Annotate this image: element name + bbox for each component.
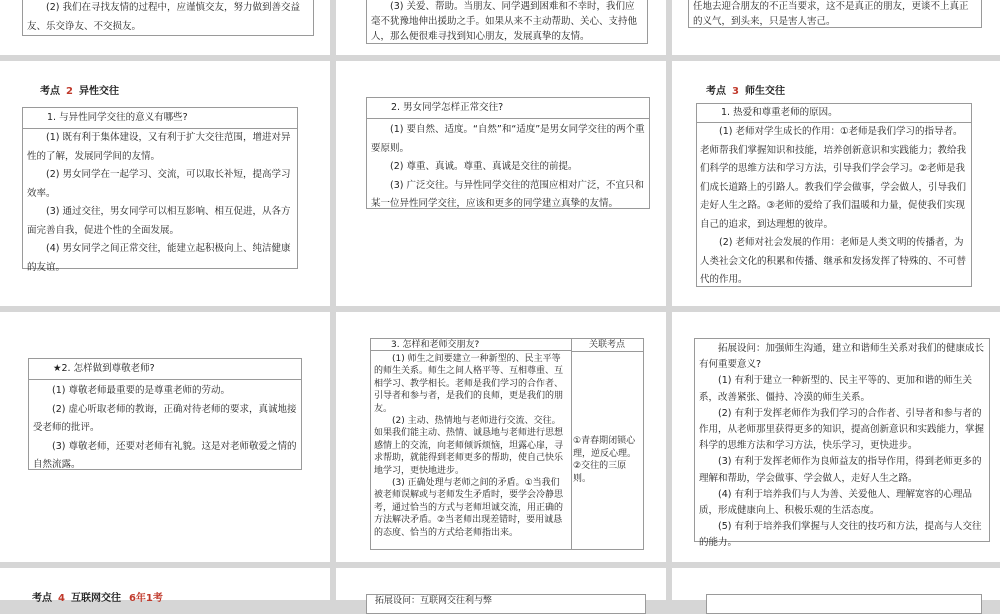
paragraph: (3) 尊敬老师，还要对老师有礼貌。这是对老师敬爱之情的自然流露。	[33, 440, 297, 470]
paragraph: (3) 广泛交往。与异性同学交往的范围应相对广泛，不宜只和某一位异性同学交往，应该和更多的同学建立真挚的友情。	[371, 179, 644, 209]
content-box	[694, 338, 990, 549]
paragraph: (2) 老师对社会发展的作用：老师是人类文明的传播者，为人类社会文化的积累和传播、继承和发扬发挥了特殊的、不可替代的作用。	[700, 237, 967, 285]
paragraph: (3) 正确处理与老师之间的矛盾。①当我们被老师误解或与老师发生矛盾时，要学会冷静思考，通过恰当的方式与老师坦诚交流，用正确的方法解决矛盾。②当老师出现差错时，要用诚恳的态度、恰当的方式给老师指出来。	[374, 478, 564, 538]
paragraph: (3) 关爱、帮助。当朋友、同学遇到困难和不幸时，我们应毫不犹豫地伸出援助之手。如果从来不主动帮助、关心、支持他人，那么便很难寻找到知心朋友，发展真挚的友情。	[371, 1, 638, 42]
content-box	[706, 594, 982, 614]
box-heading: 拓展设问：加强师生沟通，建立和谐师生关系对我们的健康成长有何重要意义?	[699, 343, 985, 371]
slide-r4c3	[672, 568, 1000, 600]
slide-r4c2	[336, 568, 666, 606]
slide-r2c2	[336, 61, 666, 306]
column-divider	[571, 339, 572, 549]
content-box	[366, 97, 650, 209]
paragraph: (1) 老师对学生成长的作用：①老师是我们学习的指导者。老师帮我们掌握知识和技能，培养创新意识和实践能力；教给我们科学的思维方法和学习方法，引导我们学会学习。②老师是我们成长道路上的引路人。教我们学会做事，学会做人，引导我们走好人生之路。③老师的爱给了我们温暖和力量，促使我们实现自己的追求，到达理想的彼岸。	[700, 126, 967, 230]
paragraph: (4) 男女同学之间正常交往，能建立起积极向上、纯洁健康的友谊。	[27, 243, 291, 273]
section-title: 考点 3 师生交往	[706, 86, 785, 97]
slide-r3c1	[0, 312, 330, 562]
paragraph: (1) 有利于建立一种新型的、民主平等的、更加和谐的师生关系，改善紧张、僵持、冷漠的师生关系。	[699, 375, 972, 403]
related-points-text: ①青春期闭锁心理，逆反心理。②交往的三原则。	[573, 436, 637, 484]
slide-r1c3	[672, 0, 1000, 55]
content-box	[370, 338, 644, 550]
box-heading: ★2. 怎样做到尊敬老师?	[29, 359, 301, 380]
paragraph: (5) 有利于培养我们掌握与人交往的技巧和方法，提高与人交往的能力。	[699, 521, 982, 549]
paragraph: (2) 男女同学在一起学习、交流，可以取长补短，提高学习效率。	[27, 169, 291, 199]
slide-r4c1	[0, 568, 330, 604]
paragraph: (3) 有利于发挥老师作为良师益友的指导作用，得到老师更多的理解和帮助，学会做事、学会做人，走好人生之路。	[699, 456, 982, 484]
box-heading: 3. 怎样和老师交朋友?	[371, 339, 571, 351]
paragraph: (2) 有利于发挥老师作为我们学习的合作者、引导者和参与者的作用，从老师那里获得更多的知识，提高创新意识和实践能力，掌握科学的思维方法和学习方法，快乐学习，更快进步。	[699, 407, 985, 452]
content-box	[696, 103, 972, 287]
content-box	[22, 0, 314, 36]
paragraph: (1) 要自然、适度。“自然”和“适度”是男女同学交往的两个重要原则。	[371, 124, 645, 154]
main-column	[371, 353, 571, 539]
paragraph: (1) 既有利于集体建设，又有利于扩大交往范围，增进对异性的了解，发展同学间的友情。	[27, 132, 291, 162]
paragraph: (2) 主动、热情地与老师进行交流、交往。如果我们能主动、热情、诚恳地与老师进行思想感情上的交流，向老师倾诉烦恼，坦露心扉，寻求帮助，就能得到老师更多的帮助，使自己快乐地学习，更快地进步。	[374, 416, 564, 476]
paragraph: (3) 通过交往，男女同学可以相互影响、相互促进，从各方面完善自我，促进个性的全面发展。	[27, 206, 291, 236]
content-box	[366, 0, 648, 44]
paragraph: (1) 师生之间要建立一种新型的、民主平等的师生关系。师生之间人格平等、互相尊重、互相学习、教学相长。老师是我们学习的合作者、引导者和参与者，是我们的良师，更是我们的朋友。	[374, 354, 564, 414]
slide-r3c2	[336, 312, 666, 562]
content-box	[28, 358, 302, 470]
box-heading: 1. 热爱和尊重老师的原因。	[697, 104, 971, 123]
slide-r3c3	[672, 312, 1000, 562]
paragraph: 任地去迎合朋友的不正当要求，这不是真正的朋友，更谈不上真正的义气，到头来，只是害人害己。	[693, 1, 969, 27]
box-heading: 2. 男女同学怎样正常交往?	[367, 98, 649, 119]
paragraph: (1) 尊敬老师最重要的是尊重老师的劳动。	[52, 385, 230, 396]
paragraph: (2) 虚心听取老师的教诲，正确对待老师的要求，真诚地接受老师的批评。	[33, 403, 297, 433]
slide-r1c1	[0, 0, 330, 55]
paragraph: (2) 尊重、真诚。尊重、真诚是交往的前提。	[390, 161, 578, 172]
box-heading: 1. 与异性同学交往的意义有哪些?	[23, 108, 297, 129]
paragraph: (2) 我们在寻找友情的过程中，应谨慎交友，努力做到善交益友、乐交诤友、不交损友。	[27, 2, 300, 32]
slide-r2c3	[672, 61, 1000, 306]
box-heading: 拓展设问：互联网交往利与弊	[375, 596, 493, 606]
slide-r1c2	[336, 0, 666, 55]
paragraph: (4) 有利于培养我们与人为善、关爱他人、理解宽容的心理品质，形成健康向上、积极乐观的生活态度。	[699, 488, 972, 517]
section-title: 考点 2 异性交往	[40, 86, 119, 97]
slide-r2c1	[0, 61, 330, 306]
content-box	[22, 107, 298, 273]
content-box	[688, 0, 982, 28]
related-points-heading: 关联考点	[571, 339, 643, 352]
content-box	[366, 594, 646, 614]
section-title: 考点 4 互联网交往 6年1考	[32, 593, 163, 604]
